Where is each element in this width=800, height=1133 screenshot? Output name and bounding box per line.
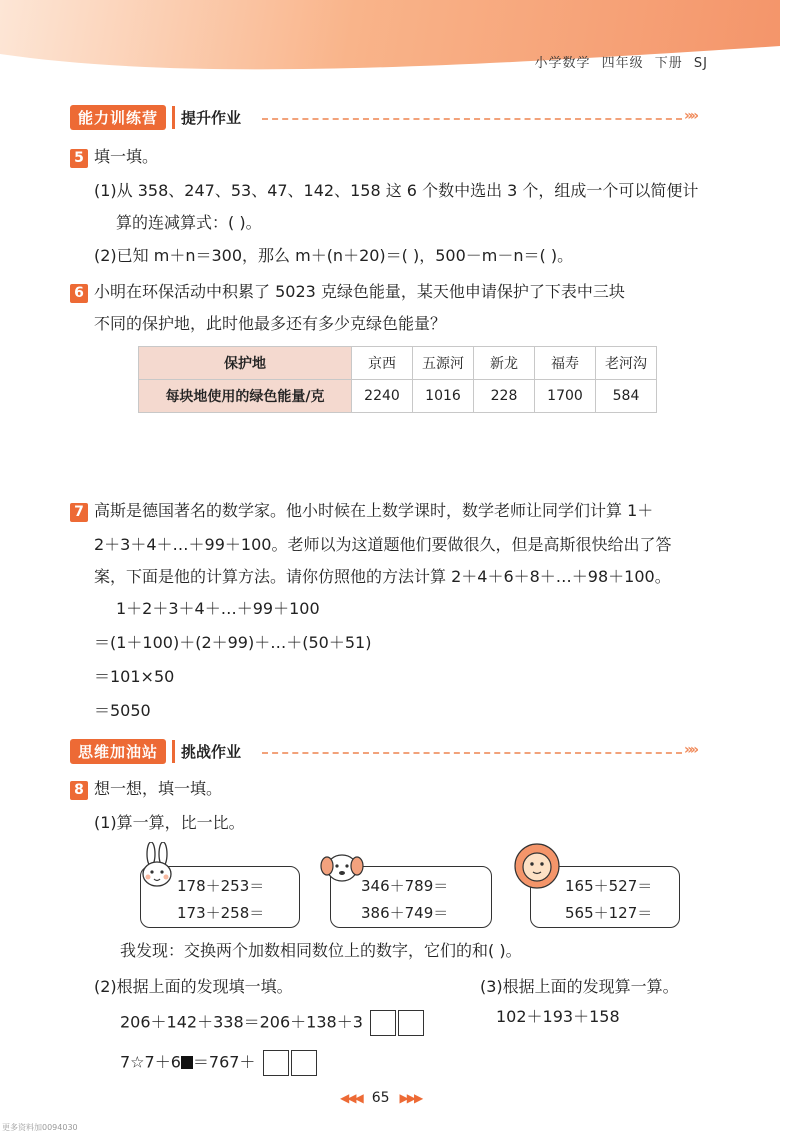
section-heading-training (70, 104, 247, 130)
question-text: 填一填。 (94, 147, 159, 166)
question-6-line1 (70, 281, 625, 303)
table-cell: 新龙 (474, 347, 535, 380)
section-heading-challenge (70, 738, 247, 764)
double-chevron-icon: »» (684, 108, 697, 124)
q5-part1-line2: 算的连减算式：( )。 (116, 213, 262, 232)
question-7-line2: 2＋3＋4＋…＋99＋100。老师以为这道题他们要做很久，但是高斯很快给出了答 (94, 535, 672, 554)
equation: 7☆7＋6 (120, 1052, 181, 1072)
q8-part2-eq2 (120, 1050, 317, 1076)
section-subtitle: 提升作业 (172, 106, 247, 129)
question-7-line1 (70, 500, 653, 522)
table-cell: 老河沟 (596, 347, 657, 380)
q8-discovery: 我发现：交换两个加数相同数位上的数字，它们的和( )。 (120, 941, 522, 960)
equation: ＝767＋ (192, 1052, 256, 1072)
section-tag: 思维加油站 (70, 739, 166, 764)
answer-box[interactable] (263, 1050, 289, 1076)
rabbit-icon (136, 842, 180, 894)
equation: 386＋749＝ (361, 904, 449, 922)
equation: 565＋127＝ (565, 904, 653, 922)
equation: 346＋789＝ (361, 877, 449, 895)
equation: 173＋258＝ (177, 904, 265, 922)
q8-part3-eq: 102＋193＋158 (496, 1007, 620, 1026)
question-8-title (70, 778, 222, 800)
section-subtitle: 挑战作业 (172, 740, 247, 763)
table-cell: 五源河 (413, 347, 474, 380)
answer-box[interactable] (370, 1010, 396, 1036)
q7-work-line2: ＝(1＋100)＋(2＋99)＋…＋(50＋51) (94, 633, 372, 652)
question-5-title (70, 146, 158, 168)
table-header-cell: 保护地 (139, 347, 352, 380)
q8-part2: (2)根据上面的发现填一填。 (94, 977, 293, 996)
answer-box[interactable] (291, 1050, 317, 1076)
q5-part2: (2)已知 m＋n＝300，那么 m＋(n＋20)＝( )，500－m－n＝( )。 (94, 246, 574, 265)
table-cell: 福寿 (535, 347, 596, 380)
table-cell: 228 (474, 380, 535, 413)
equation: 165＋527＝ (565, 877, 653, 895)
double-chevron-icon: »» (684, 742, 697, 758)
table-row (139, 380, 657, 413)
q5-part1-line1: (1)从 358、247、53、47、142、158 这 6 个数中选出 3 个，组成一个可以简便计 (94, 181, 699, 200)
question-7-line3: 案，下面是他的计算方法。请你仿照他的方法计算 2＋4＋6＋8＋…＋98＋100。 (94, 567, 671, 586)
q8-part3: (3)根据上面的发现算一算。 (480, 977, 679, 996)
table-row (139, 347, 657, 380)
section-divider (262, 752, 682, 754)
section-divider (262, 118, 682, 120)
question-text: 高斯是德国著名的数学家。他小时候在上数学课时，数学老师让同学们计算 1＋ (94, 501, 654, 520)
table-cell: 1016 (413, 380, 474, 413)
question-text: 想一想，填一填。 (94, 779, 223, 798)
question-number: 5 (70, 149, 88, 168)
puppy-icon (318, 846, 366, 890)
q7-work-line1: 1＋2＋3＋4＋…＋99＋100 (116, 599, 320, 618)
table-cell: 584 (596, 380, 657, 413)
answer-box[interactable] (398, 1010, 424, 1036)
table-cell: 1700 (535, 380, 596, 413)
question-number: 8 (70, 781, 88, 800)
page-footer (340, 1090, 421, 1106)
question-text: 小明在环保活动中积累了 5023 克绿色能量，某天他申请保护了下表中三块 (94, 282, 625, 301)
question-number: 6 (70, 284, 88, 303)
green-energy-table (138, 346, 657, 413)
q7-work-line3: ＝101×50 (94, 667, 175, 686)
equation: 178＋253＝ (177, 877, 265, 895)
question-number: 7 (70, 503, 88, 522)
watermark: 更多资料加0094030 (2, 1123, 78, 1132)
table-header-cell: 每块地使用的绿色能量/克 (139, 380, 352, 413)
book-label: 小学数学 四年级 下册 SJ (534, 56, 708, 71)
table-cell: 2240 (352, 380, 413, 413)
q8-part1: (1)算一算，比一比。 (94, 813, 245, 832)
section-tag: 能力训练营 (70, 105, 166, 130)
black-square-icon (181, 1056, 193, 1069)
q7-work-line4: ＝5050 (94, 701, 151, 720)
q8-part2-eq1 (120, 1010, 424, 1036)
triangle-right-icon: ▶▶▶ (399, 1091, 422, 1105)
equation: 206＋142＋338＝206＋138＋3 (120, 1012, 363, 1032)
triangle-left-icon: ◀◀◀ (340, 1091, 362, 1105)
page-number: 65 (371, 1090, 390, 1106)
table-cell: 京西 (352, 347, 413, 380)
lion-icon (512, 842, 562, 896)
question-6-line2: 不同的保护地，此时他最多还有多少克绿色能量？ (94, 314, 447, 333)
